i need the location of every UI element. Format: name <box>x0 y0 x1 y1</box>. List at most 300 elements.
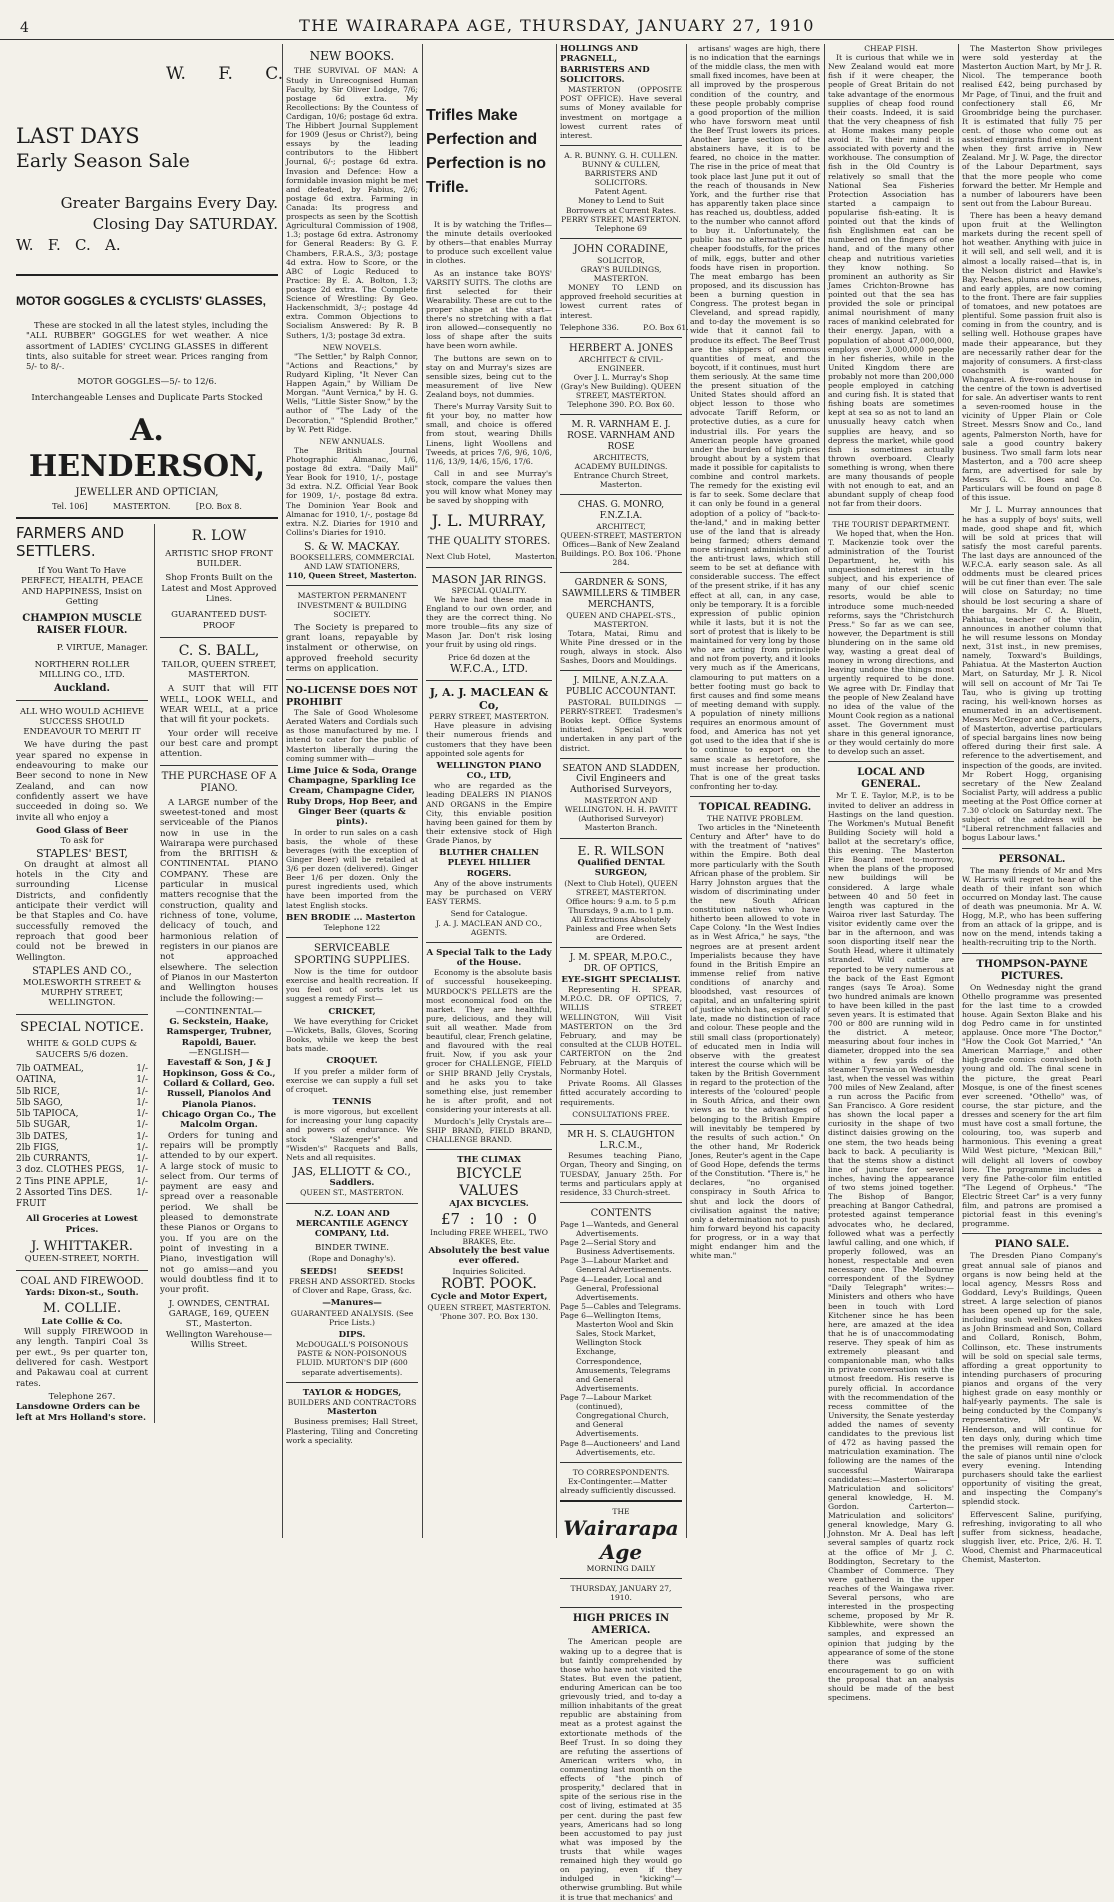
monro: CHAS. G. MONRO, F.N.Z.I.A. <box>577 500 665 522</box>
local-general-body: Mr T. E. Taylor, M.P., is to be invited to deliver an address in Hastings on the land question. The Workmen's Mutual Benefit Building Society will hold a ballot at the secretary's office, this evening. The Masterton Fire Board meet to-morrow, when the plans of the proposed new buildings will be considered. A large whale between 40 and 50 feet in length was captured in the Wairoa river last Saturday. The visitor evidently came over the bar in the afternoon, and was soon disporting itself near the South Head, where it ultimately stranded. Wild cattle are reported to be very numerous at the back of the East Egmont ranges (says Te Aroa). Some two hundred animals are known to have been killed in the past seven years. It is estimated that 700 or 800 are running wild in the district. A meteor, measuring about four inches in diameter, dropped into the sea within a few yards of the steamer Tyrsenia on Wednesday last, when the vessel was within 700 miles of New Zealand, after a run across the Pacific from San Francisco. A Gore resident has shown the local paper a curiosity in the shape of two distinct daisies growing on the one stem, the two heads being back to back. A peculiarity is that the stems show a distinct line of juncture for several inches, having the appearance of two stems joined together. The Bishop of Bangor, preaching at Bangor Cathedral, protested against temperance advocates who, he declared, followed what was a perfectly lawful calling, and one which, if properly followed, was an honest, respectable and even necessary one. The Melbourne correspondent of the Sydney "Daily Telegraph" writes:—Ministers and others who have been in touch with Lord Kitchener since he has been here, are amazed at the idea that he is of unaccommodating reserve. They speak of him as extremely pleasant and companionable man, who talks in private conversation with the utmost freedom. His reserve is purely official. In accordance with the recommendation of the recess committee of the University, the Senate yesterday added the names of seventy candidates to the previous list of 472 as having passed the matriculation examination. The following are the names of the successful Wairarapa candidates:—Masterton—Matriculation and solicitors' general knowledge, H. M. Gordon. Carterton—Matriculation and solicitors' general knowledge, Mary G. Johnston. Mr A. Deal has left several samples of quartz rock at the office of Mr J. C. Boddington, Secretary to the Chamber of Commerce. They were gathered in the upper reaches of the Waingawa river. Several persons, who are interested in the prospecting scheme, proposed by Mr R. Kibblewhite, were shown the samples, and expressed an opinion that judging by the appearance of some of the stone there was sufficient encouragement to go on with the proposal that an analysis should be made of the best specimens. <box>828 791 954 1703</box>
solicitor: SOLICITOR, <box>597 255 645 265</box>
lenses-line: Interchangeable Lenses and Duplicate Parts Stocked <box>31 393 263 404</box>
piano-sale-heading: PIANO SALE. <box>994 1239 1070 1251</box>
mason-heading: MASON JAR RINGS. <box>431 572 547 586</box>
topical-heading: TOPICAL READING. <box>698 801 812 813</box>
price-list-item <box>16 1154 148 1165</box>
tweeds: There's Murray Varsity Suit to fit your boy, no matter how small, and choice is offered from stout, wearing Dhills Linens, light Woollens and Tweeds, at prices 7/6, 9/6, 10/6, 11/6, 13/9, 14/6, 15/6, 17/6. <box>426 402 552 466</box>
divider <box>16 274 278 276</box>
col1-right <box>154 524 278 1423</box>
column-7 <box>962 44 1102 1565</box>
item-price: 1/- <box>136 1142 148 1153</box>
item-name: 5lb TAPIOCA, <box>16 1109 79 1120</box>
local-cont-1: The Masterton Show privileges were sold yesterday at the Masterton Auction Mart, by Mr J. R. Nicol. The temperance booth realised £42, being purchased by Mr Page, of Tinui, and the fruit and confectionery stall £6, Mr Groombridge being the purchaser. It is estimated that fully 75 per cent. of those who come out as assisted emigrants find employment when they first arrive in New Zealand. Mr J. W. Page, the director of the Labour Department, says that the more people who come forward the better. Mr Hemple and a number of labourers have been sent out from the Labour Bureau. <box>962 44 1102 208</box>
contents-item: Page 7—Labour Market (continued), Congregational Church, and General Advertisements. <box>560 1392 669 1439</box>
item-price: 1/- <box>136 1131 148 1142</box>
tennis-body: is more vigorous, but excellent for increasing your lung capacity and powers of endurance. We stock "Slazenger's" and "Wisden's" Racquets and Balls, Nets and all requisites. <box>286 1107 418 1162</box>
item-name: OATINA, <box>16 1075 57 1086</box>
divider <box>560 1124 682 1125</box>
item-price: 1/- <box>136 1165 148 1176</box>
mason-body: We have had these made in England to our own order, and they are the correct thing. No more trouble—fits any size of Mason Jar. Don't risk losing your fruit by using old rings. <box>426 594 552 650</box>
divider <box>286 679 418 680</box>
column-rule <box>958 44 959 1538</box>
inquiries: Inquiries Solicited. <box>452 1266 526 1276</box>
morning-daily: MORNING DAILY <box>586 1564 656 1574</box>
money: Money to Lend to Suit Borrowers at Current Rates. <box>566 196 676 215</box>
tel336: Telephone 336. P.O. Box 61. <box>560 322 689 332</box>
elliott-addr: QUEEN ST., MASTERTON. <box>300 1188 404 1198</box>
contents-item: Page 4—Leader, Local and General, Professional Advertisements. <box>560 1274 663 1302</box>
champion-flour: CHAMPION MUSCLE RAISER FLOUR. <box>22 613 142 637</box>
divider <box>560 572 682 573</box>
the: THE <box>612 1507 630 1517</box>
divider <box>426 1149 552 1150</box>
native-heading: THE NATIVE PROBLEM. <box>706 813 804 823</box>
auckland: Auckland. <box>53 683 111 695</box>
gardner-body: Totara, Matai, Rimu and White Pine dressed or in the rough, always in stock. Also Sashes, Doors and Mouldings. <box>560 629 682 666</box>
ball-body: A SUIT that will FIT WELL, LOOK WELL, and WEAR WELL, at a price that will fit your pockets. <box>160 684 278 726</box>
divider <box>962 848 1102 849</box>
divider <box>690 796 820 797</box>
bicycle-values: BICYCLE VALUES <box>456 1165 522 1199</box>
divider <box>16 700 148 701</box>
high-prices-body: The American people are waking up to a degree that is but faintly comprehended by those who have not visited the States. But even the patient, enduring American can be too grievously tried, and to-day a million inhabitants of the great republic are abstaining from meat as a protest against the extortionate methods of the Beef Trust. In so doing they are refuting the assertions of American writers who, in commenting last month on the effects of "the pinch of prosperity," declared that in spite of the serious rise in the cost of living, estimated at 35 per cent. during the past few years, Americans had so long been accustomed to pay just what was imposed by the trusts that while wages remained high they would go on paying, even if they indulged in "kicking"—otherwise grumbling. But while it is true that mechanics' and <box>560 1637 682 1902</box>
contents-heading: CONTENTS <box>590 1207 652 1219</box>
divider <box>560 337 682 338</box>
varnham: M. R. VARNHAM E. J. ROSE. VARNHAM AND ROSE <box>567 420 675 453</box>
local-cont-3: Mr J. L. Murray announces that he has a supply of boys' suits, well made, good shape and fit, which will be sold at prices that will satisfy the most careful parents. The last days are announced of the W.F.C.A. early season sale. As all oddments must be cleared prices will be cut finer than ever. The sale will close on Saturday; no time should be lost securing a share of the bargains. Mr C. A. Bluett, Pahiatua, teacher of the violin, announces in another column that he will resume lessons on Monday next, 31st inst., in new premises, namely, Toxward's Buildings, Pahiatua. At the Masterton Auction Mart, on Saturday, Mr J. R. Nicol will sell on account of Mr Tai Te Tau, who is giving up trotting racing, his well-known horses as enumerated in an advertisement. Messrs McGregor and Co., drapers, of Masterton, advertise particulars of special bargains lines now being offered during their first sale. A reference to the advertisement, and inspection of the goods, are invited. Mr Robert Hogg, organising secretary of the New Zealand Socialist Party, will address a public meeting at the Post Office corner at 7.30 o'clock on Saturday next. The subject of the address will be "Liberal retrenchment fallacies and bogus Labour laws." <box>962 505 1102 843</box>
perry: PERRY STREET, MASTERTON. Telephone 69 <box>561 214 681 233</box>
permanent-heading: MASTERTON PERMANENT INVESTMENT & BUILDING SOCIETY. <box>297 591 407 619</box>
pook-sub: Cycle and Motor Expert, <box>430 1292 548 1303</box>
catalogue: Send for Catalogue. <box>450 909 528 919</box>
continental-makers: G. Seckstein, Haake, Ramsperger, Trubner, Rapoldi, Bauer. <box>166 1017 272 1048</box>
item-name: 2lb FIGS, <box>16 1142 59 1153</box>
novels-heading: NEW NOVELS. <box>322 342 382 352</box>
offices: Offices—Bank of New Zealand Buildings. P.O. Box 106. 'Phone 284. <box>561 540 681 568</box>
divider <box>560 1500 682 1502</box>
price-list-item <box>16 1177 148 1188</box>
item-price: 1/- <box>136 1187 148 1198</box>
divider <box>560 145 682 146</box>
tennis-heading: TENNIS <box>332 1096 372 1107</box>
motor-goggles-ad <box>16 294 278 512</box>
early-sale-heading: Early Season Sale <box>16 150 190 172</box>
divider <box>16 517 278 519</box>
coradine: JOHN CORADINE, <box>573 243 669 255</box>
nzloan: N.Z. LOAN AND MERCANTILE AGENCY COMPANY, Ltd. <box>296 1208 408 1240</box>
divider <box>286 585 418 586</box>
divider <box>16 1014 148 1015</box>
ajax: AJAX BICYCLES. <box>449 1199 529 1210</box>
patent: Patent Agent. <box>594 187 648 197</box>
ball-name: C. S. BALL, <box>178 642 260 659</box>
henderson-footer: Tel. 106] MASTERTON. [P.O. Box 8. <box>52 502 242 512</box>
contents-item: Page 3—Labour Market and General Advertisements. <box>560 1256 672 1275</box>
divider <box>828 514 954 515</box>
price-list-item <box>16 1109 148 1120</box>
consult: CONSULTATIONS FREE. <box>572 1109 670 1119</box>
price-list-item <box>16 1132 148 1143</box>
buttons: The buttons are sewn on to stay on and Murray's sizes are sensible sizes, being cut to the measurement of live New Zealand boys, not dummies. <box>426 353 552 399</box>
correspondents-body: Ex-Contingenter.—Matter already sufficiently discussed. <box>560 1476 676 1495</box>
continental: —CONTINENTAL— <box>176 1006 262 1017</box>
divider <box>560 494 682 495</box>
divider <box>560 947 682 948</box>
item-price: 1/- <box>136 1075 148 1086</box>
mason-price: Price 6d dozen at the <box>447 652 531 662</box>
mackay-sub: BOOKSELLERS, COMMERCIAL AND LAW STATIONERS, <box>290 553 414 572</box>
column-3 <box>426 44 558 1534</box>
jones-sub: ARCHITECT & CIVIL-ENGINEER. <box>578 354 664 373</box>
northern-milling: NORTHERN ROLLER MILLING CO., LTD. <box>34 659 130 680</box>
seaton-addr: MASTERTON AND WELLINGTON. H. H. PAVITT (Authorised Surveyor) Masterton Branch. <box>564 796 678 833</box>
divider <box>286 1203 418 1204</box>
item-name: 3 doz. CLOTHES PEGS, <box>16 1165 125 1176</box>
contents-item: Page 6—Wellington Items, Masterton Wool and Skin Sales, Stock Market, Wellington Stock Exchange, Correspondence, Amusements, Telegrams and General Advertisements. <box>560 1310 674 1393</box>
freewheel: Including FREE WHEEL, TWO BRAKES, Etc. <box>430 1227 548 1246</box>
architect: ARCHITECT, <box>596 521 646 531</box>
queen-st: QUEEN-STREET, MASTERTON <box>560 530 682 540</box>
wfca: W.F.C.A., LTD. <box>450 661 528 675</box>
item-price: 1/- <box>136 1176 148 1187</box>
dips-body: McDOUGALL'S POISONOUS PASTE & NON-POISONOUS FLUID. MURTON'S DIP (600 separate advertisements). <box>295 1340 409 1377</box>
croquet-heading: CROQUET. <box>326 1056 378 1067</box>
col1-split <box>16 524 278 1423</box>
item-name: 5lb SUGAR, <box>16 1120 71 1131</box>
divider <box>426 567 552 568</box>
correspondents-heading: TO CORRESPONDENTS. <box>572 1467 670 1477</box>
divider <box>560 1607 682 1608</box>
tourist-heading: THE TOURIST DEPARTMENT. <box>832 519 950 529</box>
collie-body: Will supply FIREWOOD in any length. Tanpiri Coal 3s per ewt., 9s per quarter ton, delivered for cash. Westport and Pakawau coal at current rates. <box>16 1327 148 1389</box>
divider <box>160 765 278 766</box>
maclean-agents: J. A. J. MACLEAN AND CO., AGENTS. <box>435 918 543 937</box>
grays: GRAY'S BUILDINGS, MASTERTON. <box>580 265 662 284</box>
item-name: 3lb DATES, <box>16 1131 68 1142</box>
contents-item: Page 8—Auctioneers' and Land Advertisements, etc. <box>560 1438 681 1457</box>
maclean-addr: PERRY STREET, MASTERTON. <box>429 712 549 722</box>
collie: M. COLLIE. <box>42 1301 122 1317</box>
piano-more: Orders for tuning and repairs will be promptly attended to by our expert. A large stock of music to select from. Our terms of payment are easy and spread over a reasonable period. We shall be pleased to demonstrate these Pianos or Organs to you. If you are on the point of investing in a Piano, investigation will not go amiss—and you would doubtless find it to your profit. <box>160 1130 278 1296</box>
trifles-heading: Trifles Make Perfection and Perfection is no Trifle. <box>426 107 547 196</box>
item-price: 1/- <box>136 1109 148 1120</box>
gardner-addr: QUEEN AND CHAPEL-STS., MASTERTON. <box>566 610 676 629</box>
item-price: 1/- <box>136 1154 148 1165</box>
academy: ACADEMY BUILDINGS. Entrance Church Street, Masterton. <box>573 461 669 490</box>
white-gold-cups: WHITE & GOLD CUPS & SAUCERS 5/6 dozen. <box>27 1039 137 1060</box>
murdoch-brands: Murdoch's Jelly Crystals are—SHIP BRAND, FIELD BRAND, CHALLENGE BRAND. <box>426 1117 552 1145</box>
eyesight: EYE-SIGHT SPECIALIST. <box>561 974 681 985</box>
divider <box>560 670 682 671</box>
manures: —Manures— <box>322 1298 382 1309</box>
virtue-manager: P. VIRTUE, Manager. <box>56 643 148 654</box>
divider <box>16 1270 148 1271</box>
achieve-heading: ALL WHO WOULD ACHIEVE SUCCESS SHOULD ENDEAVOUR TO MERIT IT <box>19 706 145 737</box>
pook: ROBT. POOK. <box>441 1275 537 1292</box>
item-name: 7lb OATMEAL, <box>16 1064 84 1075</box>
dental-addr: (Next to Club Hotel), QUEEN STREET, MASTERTON. <box>564 878 678 897</box>
thompson-body: On Wednesday night the grand Othello programme was presented for the last time to a crowded house. Again Sexton Blake and his dog Pedro came in for unstinted applause. Once more "The Doctor," "How the Cook Got Married," "An American Marriage," and other high-grade comics convulsed both young and old. The final scene in the picture, the great Pearl Mosque, is one of the finest scenes ever screened. "Othello" was, of course, the star picture, and the dresses and scenery for the art film must have cost a small fortune, the colouring, too, was superb and harmonious. This evening a great Wild West picture, "Mexican Bill," will delight all lovers of cowboy lore. The programme includes a very fine Pathe-color film entitled "The Legend of Orpheus." "The Electric Street Car" is a very funny film, and patrons are promised a pictorial feast in this evening's programme. <box>962 982 1102 1229</box>
piano-purchase-heading: THE PURCHASE OF A PIANO. <box>161 770 277 794</box>
good-glass: Good Glass of Beer <box>36 825 128 836</box>
motor-goggles-body: These are stocked in all the latest styles, including the "ALL RUBBER" GOGGLES for wet weather. A nice assortment of LADIES' CYCLING GLASSES in different tints, also suitable for street wear. Prices ranging from 5/- to 8/-. <box>26 320 268 371</box>
maclean-body: Have pleasure in advising their numerous friends and customers that they have been appointed sole agents for <box>426 721 552 758</box>
column-rule <box>282 44 283 1538</box>
divider <box>560 414 682 415</box>
staples-best: STAPLES' BEST, <box>36 846 128 860</box>
hours: Office hours: 9 a.m. to 5 p.m Thursdays, 9 a.m. to 1 p.m. <box>565 896 677 915</box>
spear: J. M. SPEAR, M.P.O.C., DR. OF OPTICS, <box>569 953 673 975</box>
column-rule <box>824 44 825 1538</box>
column-rule <box>422 44 423 1538</box>
absolutely: Absolutely the best value ever offered. <box>428 1245 550 1267</box>
divider <box>560 238 682 239</box>
price-list-item <box>16 1188 148 1211</box>
henderson-jeweller: JEWELLER AND OPTICIAN, <box>75 487 219 499</box>
personal-body: The many friends of Mr and Mrs W. Harris will regret to hear of the death of their infant son which occurred on Monday last. The cause of death was pneumonia. Mr A. W. Hogg, M.P., who has been suffering from an attack of la grippe, and is now on the mend, intends taking a health-recruiting trip to the North. <box>962 865 1102 948</box>
climax-heading: THE CLIMAX <box>457 1155 521 1166</box>
divider <box>828 761 954 762</box>
divider <box>160 637 278 638</box>
private: Private Rooms. All Glasses fitted accurately according to requirements. <box>560 1079 682 1107</box>
english: —ENGLISH— <box>188 1048 250 1059</box>
claughton: MR H. S. CLAUGHTON L.R.C.M., <box>567 1129 675 1151</box>
price-list-item <box>16 1165 148 1176</box>
item-price: 1/- <box>136 1064 148 1075</box>
taylor: TAYLOR & HODGES, <box>302 1387 402 1398</box>
english-makers: Eavestaff & Son, J & J Hopkinson, Goss & Co., Collard & Collard, Geo. Russell, Pianolos And Pianola Pianos. <box>162 1058 276 1110</box>
seeds-body: FRESH AND ASSORTED. Stocks of Clover and Rape, Grass, &c. <box>289 1277 415 1296</box>
low-body: Shop Fronts Built on the Latest and Most Approved Lines. <box>161 573 277 605</box>
last-days-heading: LAST DAYS <box>16 124 140 148</box>
divider <box>560 1578 682 1579</box>
special-notice: SPECIAL NOTICE. <box>20 1019 144 1035</box>
staples-body: On draught at almost all hotels in the City and surrounding License Districts, and confidently anticipate their verdict will be that Staples and Co. have successfully removed the reproach that good beer could not be brewed in Wellington. <box>16 859 148 963</box>
item-name: 5lb SAGO, <box>16 1097 63 1108</box>
molesworth: MOLESWORTH STREET & MURPHY STREET, <box>22 977 142 999</box>
contents-item: Page 1—Wanteds, and General Advertisements. <box>560 1219 679 1238</box>
cricket-body: We have everything for Cricket—Wickets, Balls, Gloves, Scoring Books, while we keep the best bats made. <box>286 1016 418 1054</box>
boys-suits: As an instance take BOYS' VARSITY SUITS. The cloths are first selected for their Wearability. These are cut to the proper shape at the start—there's no stretching with a flat iron allowed—consequently no loss of shape after the suits have been worn awhile. <box>426 268 552 351</box>
manures-body: GUARANTEED ANALYSIS. (See Price Lists.) <box>290 1308 414 1327</box>
dips: DIPS. <box>338 1329 366 1340</box>
annuals-body: The British Journal Photographic Almanac, 1/6, postage 8d extra. "Daily Mail" Year Book for 1910, 1/-, postage 3d extra. N.Z. Official Year Book for 1909, 1/-, postage 8d extra. The Dominion Year Book and Almanac for 1910, 1/-, postage 8d extra. N.Z. Diaries for 1910 and Collins's Diaries for 1910. <box>286 445 418 537</box>
price-list-item <box>16 1075 148 1086</box>
column-6 <box>828 44 954 1703</box>
lansdowne: Lansdowne Orders can be left at Mrs Holland's store. <box>16 1402 146 1423</box>
coal-heading: COAL AND FIREWOOD. <box>20 1275 144 1287</box>
native-body: Two articles in the "Nineteenth Century and After" have to do with the treatment of "natives" within the Empire. Both deal more particularly with the South African phase of the problem. Sir Harry Johnston argues that the wisdom of discriminating under the new South African constitution natives who have hitherto been allowed to vote in Cape Colony. "In the West Indies as in West Africa," he says, "the negroes are at present ardent Imperialists because they have found in the British Empire an immense relief from native conditions of anarchy and bloodshed, vast resources of capital, and an unfaltering spirit of justice which has, especially of late, made no distinction of race and colour. These people and the still small class (proportionately) of educated men in India will observe with the greatest interest the course which will be taken by the British Government in regard to the protection of the interests of the 'coloured' people in South Africa, and their own views as to the advantages of belonging to the British Empire will inevitably be tempered by the results of such action." On the other hand, Mr Roderick Jones, Reuter's agent in the Cape of Good Hope, defends the terms of the Constitution. "There is," he declares, "no organised conspiracy in South Africa to shut and lock the doors of civilisation against the native; only a determination not to push him forward beyond his capacity for progress, or in a way that might endanger him and the white man." <box>690 823 820 1261</box>
ginger-body: In order to run sales on a cash basis, the whole of these beverages (with the exception of Ginger Beer) will be retailed at 3/6 per dozen (delivered). Ginger Beer 1/6 per dozen. Only the purest ingredients used, which have been imported from the latest English stocks. <box>286 827 418 910</box>
item-name: 5lb RICE, <box>16 1086 60 1097</box>
divider <box>426 942 552 943</box>
piano-purchase-body: A LARGE number of the sweetest-toned and most serviceable of the Pianos now in use in the Wairarapa were purchased from the BRITISH & CONTINENTAL PIANO COMPANY. These are particular in musical matters recognise that the construction, quality and richness of tone, volume, delicacy of touch, and harmonious relation of registers in our pianos are not approached elsewhere. The selection of Pianos in our Masterton and Wellington houses include the following:— <box>160 797 278 1004</box>
motor-goggles-heading: MOTOR GOGGLES & CYCLISTS' GLASSES, <box>16 294 266 308</box>
call-in: Call in and see Murray's stock, compare the values then you will know what Money may be saved by shopping with <box>426 468 552 506</box>
milne-body: PASTORAL BUILDINGS — PERRY-STREET. Tradesmen's Books kept. Office Systems initiated. Special work undertaken in any part of the district. <box>560 698 682 753</box>
divider <box>560 758 682 759</box>
col1-left <box>16 524 148 1423</box>
dateline: THURSDAY, JANUARY 27, 1910. <box>570 1584 672 1603</box>
low-sub: ARTISTIC SHOP FRONT BUILDER. <box>165 548 273 570</box>
wellington-warehouse: Wellington Warehouse—Willis Street. <box>165 1329 273 1350</box>
wfc-bottom: W. F. C. A. <box>16 236 121 254</box>
contents-item: Page 5—Cables and Telegrams. <box>560 1301 682 1311</box>
piano-sale-body: The Dresden Piano Company's great annual sale of pianos and organs is now being held at the local agency, Messrs Ross and Goddard, Levy's Buildings, Queen street. A large selection of pianos has been opened up for the sale, including such well-known makes as John Brinsmead and Son, Collard and Collard, Ronisch, Bohm, Collinson, etc. These instruments will be sold on special sale terms, affording a great opportunity to intending purchasers of procuring pianos and organs of the very highest grade on easy monthly or half-yearly payments. The sale is being conducted by the Company's representative, Mr G. W. Henderson, and will continue for ten days only, during which time the premises will remain open for the sale of pianos until nine o'clock every evening. Intending purchasers should take the earliest opportunity of visiting the great, and inspecting the Company's splendid stock. <box>962 1251 1102 1507</box>
new-books-heading: NEW BOOKS. <box>309 49 395 63</box>
ball-sub: TAILOR, QUEEN STREET, MASTERTON. <box>161 659 277 681</box>
personal-heading: PERSONAL. <box>998 853 1066 865</box>
mackay-addr: 110, Queen Street, Masterton. <box>287 571 417 581</box>
queen-north: QUEEN-STREET, NORTH. <box>24 1254 140 1265</box>
closing-day: Closing Day SATURDAY. <box>92 215 278 233</box>
brands-body: Any of the above instruments may be purchased on VERY EASY TERMS. <box>426 879 552 907</box>
sport-body: Now is the time for outdoor exercise and health recreation. If you feel out of sorts let us suggest a remedy First— <box>286 967 418 1004</box>
column-1 <box>16 44 284 1534</box>
twine: BINDER TWINE. <box>314 1243 390 1254</box>
divider <box>962 953 1102 954</box>
henderson-name: A. HENDERSON, <box>28 413 266 485</box>
divider <box>962 1233 1102 1234</box>
divider <box>560 1462 682 1463</box>
wellington: WELLINGTON. <box>48 998 116 1009</box>
wellington-piano: WELLINGTON PIANO CO., LTD, <box>436 760 542 782</box>
price-list-item <box>16 1143 148 1154</box>
piano-brands: BLUTHER CHALLEN PLEYEL HILLIER ROGERS. <box>439 848 539 879</box>
ball-foot: Your order will receive our best care and prompt attention. <box>160 728 278 760</box>
novels-body: "The Settler," by Ralph Connor, "Actions and Reactions," by Rudyard Kipling, "It Never Can Happen Again," by William De Morgan. "Aunt Vernica," by H. G. Wells, "Little Sister Snow," by the author of "The Lady of the Decoration," "Splendid Brother," by W. Pett Ridge. <box>286 351 418 434</box>
annuals-heading: NEW ANNUALS. <box>319 436 385 446</box>
masthead-title: THE WAIRARAPA AGE, THURSDAY, JANUARY 27, 1910 <box>299 16 815 35</box>
high-prices-heading: HIGH PRICES IN AMERICA. <box>572 1613 670 1637</box>
bicycle-price: £7 : 10 : 0 <box>441 1209 537 1228</box>
staples-co: STAPLES AND CO., <box>32 965 132 977</box>
achieve-body: We have during the past year spared no expense in endeavouring to make our Beer second to none in New Zealand, and can now confidently assert we have succeeded in doing so. We invite all who enjoy a <box>16 740 148 823</box>
dust-proof: GUARANTEED DUST-PROOF <box>171 610 267 631</box>
column-rule <box>686 44 687 1538</box>
column-5 <box>690 44 820 1534</box>
item-name: 2 Assorted Tins DES. FRUIT <box>16 1187 113 1210</box>
jones-addr: Over J. L. Murray's Shop (Gray's New Building). QUEEN STREET, MASTERTON. Telephone 390. P.O. Box 60. <box>560 372 682 410</box>
money2: MONEY TO LEND on approved freehold securities at lowest current rates of interest. <box>560 283 682 320</box>
to-ask: To ask for <box>60 836 104 847</box>
column-4 <box>560 44 689 1902</box>
divider <box>560 1202 682 1203</box>
thompson-heading: THOMPSON-PAYNE PICTURES. <box>976 958 1088 982</box>
farmers-body: If You Want To Have PERFECT, HEALTH, PEACE AND HAPPINESS, Insist on Getting <box>20 566 144 607</box>
high-prices-cont: artisans' wages are high, there is no indication that the earnings of the middle class, the men with small fixed incomes, have been at all improved by the prosperous condition of the country, and these people probably comprise a good proportion of the million who have forsworn meat until the Beef Trust lowers its prices. Another large section of the abstainers have, it is to be feared, no choice in the matter. The rise in the price of meat that took place last June put it out of the reach of thousands in New York, and the further rise that has apparently taken place since has reached us, doubtless, added to the number who cannot afford to buy it. Unfortunately, the public has no alternative of the cheaper foodstuffs, for the prices of milk, eggs, butter and other foods have risen in proportion. The meat embargo has been proposed, and its discussion has been a burning question in Congress. The protest began in Cleveland, and spread rapidly, and to-day the movement is so wide that it cannot fail to produce its effect. The Beef Trust are the shippers of enormous quantities of meat, and the boycott, if it continues, must hurt them seriously. At the same time the present situation of the United States should afford an object lesson to those who advocate Tariff Reform, or protective duties, as a cure for industrial ills. For years the American people have groaned under the burden of high prices brought about by a system that made it possible for capitalists to combine and control markets. The remedy for the existing evil is far to seek. Some declare that it can only be found in a general adoption of a policy of "back-to-the-land," and in making better use of the land that is already being farmed; others demand more stringent administration of the anti-trust laws, which still seem to be set at defiance with considerable success. The effect of the present strike, if it has any effect at all, can, in any case, only be temporary. It is a forcible expression of public opinion while it lasts, but it is not the sort of protest that is likely to be maintained for very long by those who are acting from principle and not from poverty, and it looks very much as if the Americans, clamouring to put matters on a better footing must go back to first causes and find some means of meeting demand with supply. A population of ninety millions requires an enormous amount of food, and America has not yet got used to the idea that if she is to continue to export on the same scale as heretofore, she must increase her production. That is one of the great tasks confronting her to-day. <box>690 44 820 791</box>
trifles-body: It is by watching the Trifles—the minute details overlooked by others—that enables Murray to produce such excellent value in clothes. <box>426 220 552 266</box>
motor-goggles-prices: MOTOR GOGGLES—5/- to 12/6. <box>77 376 217 387</box>
hollings-body: MASTERTON (OPPOSITE POST OFFICE). Have several sums of Money available for investment on mortgage a lowest current rates of interest. <box>560 85 682 140</box>
architects: ARCHITECTS, <box>593 452 649 462</box>
talk-heading: A Special Talk to the Lady of the House. <box>426 947 552 969</box>
taylor-place: Masterton <box>327 1407 377 1418</box>
extractions: All Extractions Absolutely Painless and Free when Sets are Ordered. <box>565 914 677 943</box>
organs: Chicago Organ Co., The Malcolm Organ. <box>161 1109 277 1131</box>
low-name: R. LOW <box>191 528 247 544</box>
local-cont-2: There has been a heavy demand upon fruit at the Wellington markets during the recent spell of hot weather. Anything with juice in it will sell, and sell well, and it is almost a locally raised—that is, in the Nelson district and Hawke's Bay. Peaches, plums and nectarines, and early apples, are now coming to the front. There are fair supplies of tomatoes, and new potatoes are plentiful. Some passion fruit also is coming in from the country, and is selling well. Hothouse grapes have made their appearance, but they are necessarily rather dear for the majority of consumers. A first-class coachsmith is wanted for Whangarei. A five-roomed house in the centre of the town is advertised for sale. An advertiser wants to rent a seven-roomed house in the vicinity of Upper Plain or Cole Street. Messrs Snow and Co., land agents, Palmerston North, have for sale a good country bakery business. Two small farm lots near Masterton, and a 700 acre sheep farm, are advertised for sale by Messrs G. C. Boes and Co. Particulars will be found on page 8 of this issue. <box>962 210 1102 503</box>
local-general-heading: LOCAL AND GENERAL. <box>857 767 925 791</box>
saddlers: Saddlers. <box>329 1178 375 1189</box>
murray-name: J. L. MURRAY, <box>431 511 547 531</box>
brodie: BEN BRODIE ... Masterton <box>286 912 416 923</box>
price-list-item <box>16 1098 148 1109</box>
salts: Effervescent Saline, purifying, refreshing, invigorating to all who suffer from sickness, headache, sluggish liver, etc. Price, 2/6. H. T. Wood, Chemist and Pharmaceutical Chemist, Masterton. <box>962 1509 1102 1565</box>
maclean-name: J, A. J. MACLEAN & Co, <box>429 685 549 713</box>
twine-sub: (Rope and Donaghy's). <box>308 1253 396 1263</box>
price-list-item <box>16 1064 148 1075</box>
wfc-sale-ad <box>16 44 284 269</box>
collie-tel: Telephone 267. <box>48 1391 116 1402</box>
hollings: HOLLINGS AND PRAGNELL, BARRISTERS AND SOLICITORS. <box>560 44 650 85</box>
price-list-item <box>16 1120 148 1131</box>
milne: J. MILNE, A.N.Z.A.A. PUBLIC ACCOUNTANT. <box>566 676 676 698</box>
divider <box>286 937 418 938</box>
masthead <box>0 14 1114 40</box>
item-name: 2lb CURRANTS, <box>16 1154 91 1165</box>
wilson: E. R. WILSON <box>577 843 665 858</box>
permanent-body: The Society is prepared to grant loans, repayable by instalment or otherwise, on approved freehold security terms on application. <box>286 622 418 675</box>
mason-sub: SPECIAL QUALITY. <box>451 585 527 595</box>
price-list <box>16 1064 148 1210</box>
jones: HERBERT A. JONES <box>568 342 674 354</box>
bunny: A. R. BUNNY. G. H. CULLEN. BUNNY & CULLEN, BARRISTERS AND SOLICITORS. <box>564 150 678 188</box>
serviceable-heading: SERVICEABLE SPORTING SUPPLIES. <box>294 943 410 967</box>
owndes: J. OWNDES, CENTRAL GARAGE, 169, QUEEN ST., Masterton. <box>168 1298 270 1330</box>
elliott: JAS, ELLIOTT & CO., <box>293 1164 411 1178</box>
brodie-tel: Telephone 122 <box>323 922 381 932</box>
taylor-body: Business premises; Hall Street, Plastering, Tiling and Concreting work a speciality. <box>286 1417 418 1445</box>
books-body: THE SURVIVAL OF MAN: A Study in Unrecognised Human Faculty, by Sir Oliver Lodge, 7/6; postage 6d extra. My Recollections: By the Countess of Cardigan, 10/6; postage 6d extra. The Hibbert Journal Supplement for 1909 (Jesus or Christ?), being essays by the leading contributors to the Hibbert Journal, 6/-; postage 6d extra. Invasion and Defence: How a formidable invasion might be met and defeated, by Fabius, 2/6; postage 6d extra. Farming in Canada: Its progress and prospects as seen by the Scottish Agricultural Commission of 1908, 1.3; postage 6d extra. Astronomy for General Readers: By G. F. Chambers, F.R.A.S., 3/3; postage 4d extra. How to Score, or the ABC of Logic Reduced to Practice: By E. A. Bolton, 1.3; postage 2d extra. The Complete Science of Wrestling: By Geo. Hackenschmidt, 3/-; postage 4d extra. Common Objections to Socialism Answered: By R. B Suthers, 1/3; postage 3d extra. <box>286 66 418 340</box>
murray-addr: Next Club Hotel, Masterton. <box>426 552 558 562</box>
gardner: GARDNER & SONS, SAWMILLERS & TIMBER MERCHANTS, <box>561 578 681 610</box>
item-price: 1/- <box>136 1086 148 1097</box>
column-2 <box>286 44 418 1534</box>
farmers-heading: FARMERS AND SETTLERS. <box>16 524 125 560</box>
nolicense-body: The Sale of Good Wholesome Aerated Waters and Cordials such as those manufactured by me. I intend to cater for the public of Masterton liberally during the coming summer with— <box>286 708 418 763</box>
mackay: S. & W. MACKAY. <box>303 539 401 553</box>
seeds: SEEDS! SEEDS! <box>300 1266 404 1277</box>
item-price: 1/- <box>136 1097 148 1108</box>
drinks-list: Lime Juice & Soda, Orange Champagne, Sparkling Ice Cream, Champagne Cider, Ruby Drops, Hop Beer, and Ginger Beer (quarts & pints). <box>286 765 418 828</box>
cricket-heading: CRICKET, <box>328 1006 376 1017</box>
collie-co: Late Collie & Co. <box>41 1316 123 1327</box>
cheap-fish-body: It is curious that while we in New Zealand would eat more fish if it were cheaper, the people of Great Britain do not take advantage of the enormous supplies of cheap food round their coasts. Indeed, it is said that the very cheapness of fish at Home makes many people avoid it. To their mind it is associated with poverty and the workhouse. The consumption of fish in the Old Country is relatively so small that the National Sea Fisheries Protection Association has started a campaign to popularise fish-eating. It is pointed out that the kinds of fish Englishmen eat can be numbered on the fingers of one hand, and of the many other cheap and nutritious varieties they know nothing. So prominent an authority as Sir James Crichton-Browne has pointed out that the sea has provided the sole or principal animal nourishment of many races of mankind celebrated for their energy. Japan, with a population of about 47,000,000, employs over 3,000,000 people in her fisheries, while in the United Kingdom there are probably not more than 200,000 people employed in catching and curing fish. It is stated that fishing boats are sometimes kept at sea so as not to land an unusually heavy catch when supplies are heavy, and so depress the market, while good fish is sometimes actually thrown overboard. Clearly something is wrong, when there are many thousands of people with not enough to eat, and an abundant supply of cheap food not far from their doors. <box>828 53 954 509</box>
column-rule <box>556 44 557 1538</box>
greater-bargains: Greater Bargains Every Day. <box>60 194 278 212</box>
nolicense-heading: NO-LICENSE DOES NOT PROHIBIT <box>286 685 418 708</box>
contents-item: Page 2—Serial Story and Business Advertisements. <box>560 1238 675 1257</box>
price-list-item <box>16 1087 148 1098</box>
quality-stores: THE QUALITY STORES. <box>427 536 551 548</box>
divider <box>560 838 682 839</box>
seaton: SEATON AND SLADDEN, Civil Engineers and Authorised Surveyors, <box>562 763 680 796</box>
dental: Qualified DENTAL SURGEON, <box>577 857 665 879</box>
spear-body: Representing H. SPEAR, M.P.O.C. DR. OF OPTICS, 7, WILLIS STREET WELLINGTON, Will Visit MASTERTON on the 3rd February, and may be consulted at the CLUB HOTEL. CARTERTON on the 2nd February, at the Marquis of Normanby Hotel. <box>560 985 682 1077</box>
pook-foot: QUEEN STREET, MASTERTON. 'Phone 307. P.O. Box 130. <box>427 1302 551 1321</box>
item-price: 1/- <box>136 1120 148 1131</box>
taylor-sub: BUILDERS AND CONTRACTORS <box>287 1397 417 1407</box>
wfc-top: W. F. C. <box>166 64 284 84</box>
item-name: 2 Tins PINE APPLE, <box>16 1176 108 1187</box>
page-number: 4 <box>20 20 29 36</box>
cheap-fish-heading: CHEAP FISH. <box>864 44 918 53</box>
divider <box>426 680 552 681</box>
contents-list <box>560 1220 682 1457</box>
divider <box>286 1382 418 1383</box>
